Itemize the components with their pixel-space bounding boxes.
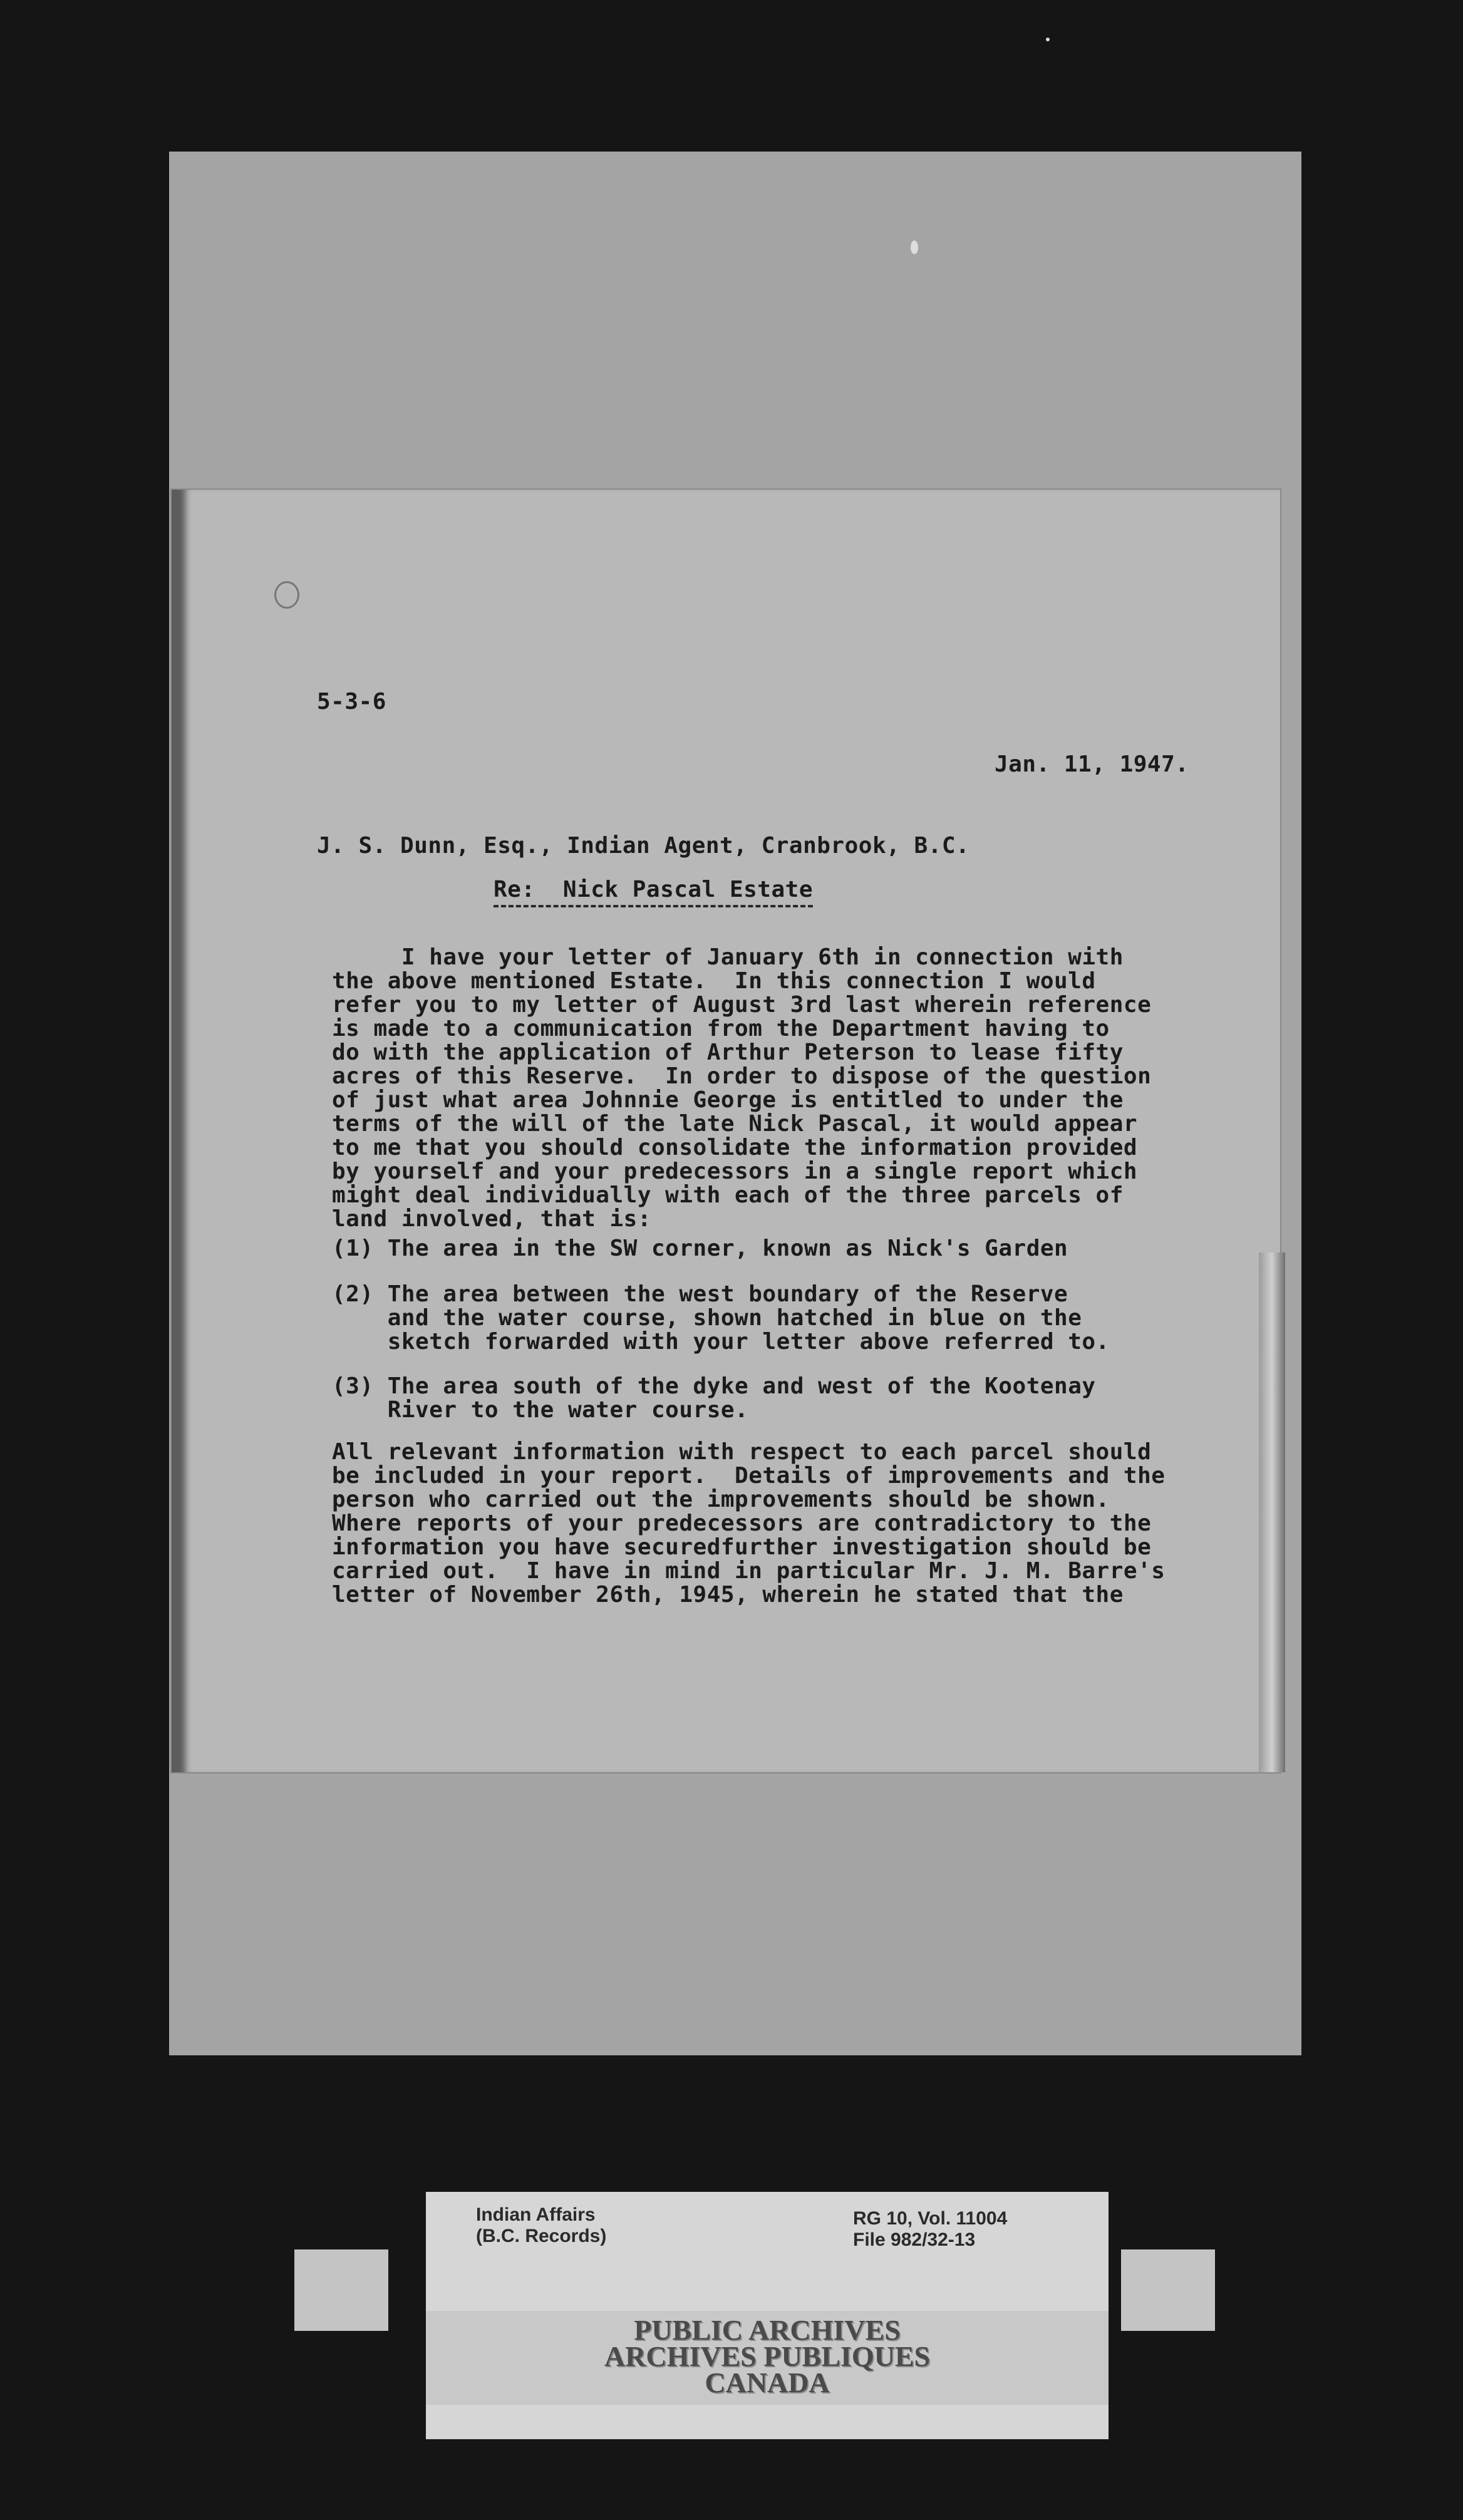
label-tab-left <box>294 2249 388 2331</box>
closing-line: All relevant information with respect to each parcel should <box>332 1439 1152 1465</box>
body-line: might deal individually with each of the three parcels of <box>332 1182 1124 1208</box>
list-item-3: (3) The area south of the dyke and west of the Kootenay River to the water course. <box>332 1373 1096 1423</box>
closing-line: person who carried out the improvements should be shown. <box>332 1487 1110 1512</box>
body-line: the above mentioned Estate. In this connection I would <box>332 968 1096 994</box>
stamp-line-1: PUBLIC ARCHIVES <box>634 2314 901 2346</box>
body-line: of just what area Johnnie George is entitled to under the <box>332 1087 1124 1113</box>
body-line: do with the application of Arthur Peterson to lease fifty <box>332 1040 1124 1065</box>
body-line: terms of the will of the late Nick Pascal, it would appear <box>332 1111 1138 1137</box>
body-line: refer you to my letter of August 3rd last wherein reference <box>332 992 1152 1018</box>
closing-line: letter of November 26th, 1945, wherein he stated that the <box>332 1582 1124 1608</box>
closing-line: information you have securedfurther investigation should be <box>332 1534 1152 1560</box>
dust-speck <box>911 240 918 254</box>
addressee-line: J. S. Dunn, Esq., Indian Agent, Cranbrook, B.C. <box>317 833 970 859</box>
archives-stamp <box>426 2314 1109 2399</box>
page-curl <box>1259 1252 1285 1772</box>
body-line: I have your letter of January 6th in connection with <box>332 944 1124 970</box>
closing-line: Where reports of your predecessors are contradictory to the <box>332 1510 1152 1536</box>
label-fonds-line2: (B.C. Records) <box>476 2226 607 2246</box>
stamp-line-3: CANADA <box>705 2367 830 2399</box>
subject-line: Re: Nick Pascal Estate <box>494 877 813 907</box>
letter-date: Jan. 11, 1947. <box>995 751 1189 777</box>
label-fonds-line1: Indian Affairs <box>476 2204 596 2225</box>
letter-closing <box>332 1440 1165 1607</box>
body-line: by yourself and your predecessors in a single report which <box>332 1159 1138 1184</box>
body-line: is made to a communication from the Department having to <box>332 1016 1110 1041</box>
body-line: to me that you should consolidate the information provided <box>332 1135 1138 1160</box>
punch-hole-mark <box>274 581 299 609</box>
list-item-2: (2) The area between the west boundary of the Reserve and the water course, shown hatched in blue on the sketch forwarded with your letter above referred to. <box>332 1281 1110 1355</box>
body-line: acres of this Reserve. In order to dispose of the question <box>332 1063 1152 1089</box>
label-volume: RG 10, Vol. 11004 <box>853 2208 1008 2229</box>
file-reference: 5-3-6 <box>317 689 386 715</box>
dust-speck <box>1046 38 1050 41</box>
label-file: File 982/32-13 <box>853 2229 976 2250</box>
stamp-line-2: ARCHIVES PUBLIQUES <box>604 2340 931 2372</box>
label-tab-right <box>1121 2249 1215 2331</box>
body-line: land involved, that is: <box>332 1206 651 1232</box>
letter-body <box>332 946 1151 1231</box>
closing-line: be included in your report. Details of improvements and the <box>332 1463 1166 1489</box>
closing-line: carried out. I have in mind in particular Mr. J. M. Barre's <box>332 1558 1166 1584</box>
list-item-1: (1) The area in the SW corner, known as Nick's Garden <box>332 1236 1068 1261</box>
